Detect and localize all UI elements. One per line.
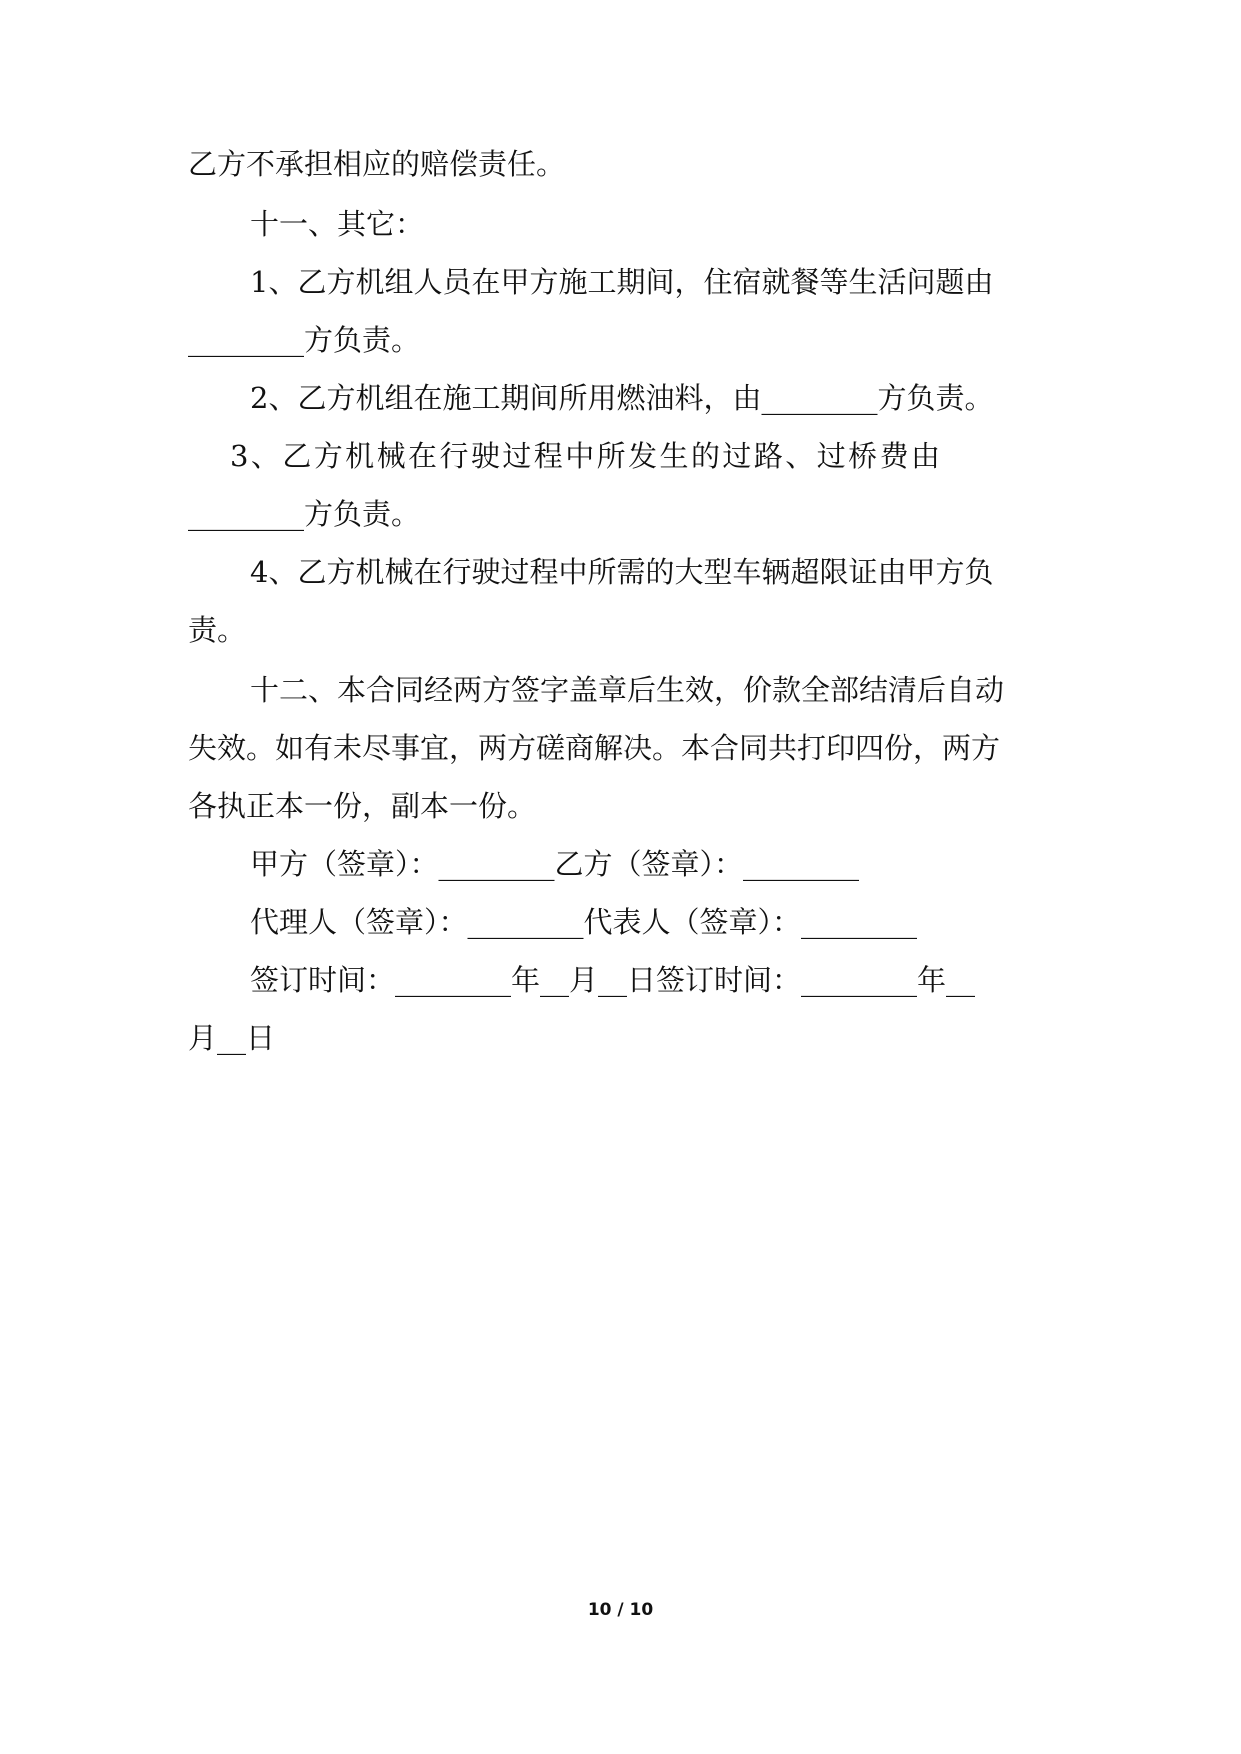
sign-date-continuation: 月__日 [188, 1021, 276, 1055]
section-12-continuation-2: 各执正本一份，副本一份。 [188, 789, 537, 823]
section-heading-11: 十一、其它： [250, 207, 425, 241]
clause-1-continuation: ________方负责。 [188, 323, 421, 357]
party-signature-line: 甲方（签章）：________乙方（签章）：________ [250, 847, 860, 881]
clause-2-line: 2、乙方机组在施工期间所用燃油料，由________方负责。 [250, 381, 994, 415]
paragraph-line: 乙方不承担相应的赔偿责任。 [188, 147, 566, 181]
clause-3-line: 3、乙方机械在行驶过程中所发生的过路、过桥费由 [230, 439, 940, 473]
page-number: 10 / 10 [587, 1600, 654, 1620]
clause-4-line: 4、乙方机械在行驶过程中所需的大型车辆超限证由甲方负 [250, 555, 994, 589]
clause-4-continuation: 责。 [188, 613, 247, 647]
agent-signature-line: 代理人（签章）：________代表人（签章）：________ [250, 905, 918, 939]
section-12-line: 十二、本合同经两方签字盖章后生效，价款全部结清后自动 [250, 673, 1005, 707]
sign-date-line: 签订时间：________年__月__日签订时间：________年__ [250, 963, 976, 997]
section-12-continuation-1: 失效。如有未尽事宜，两方磋商解决。本合同共打印四份，两方 [188, 731, 1001, 765]
clause-1-line: 1、乙方机组人员在甲方施工期间，住宿就餐等生活问题由 [250, 265, 994, 299]
clause-3-continuation: ________方负责。 [188, 497, 421, 531]
